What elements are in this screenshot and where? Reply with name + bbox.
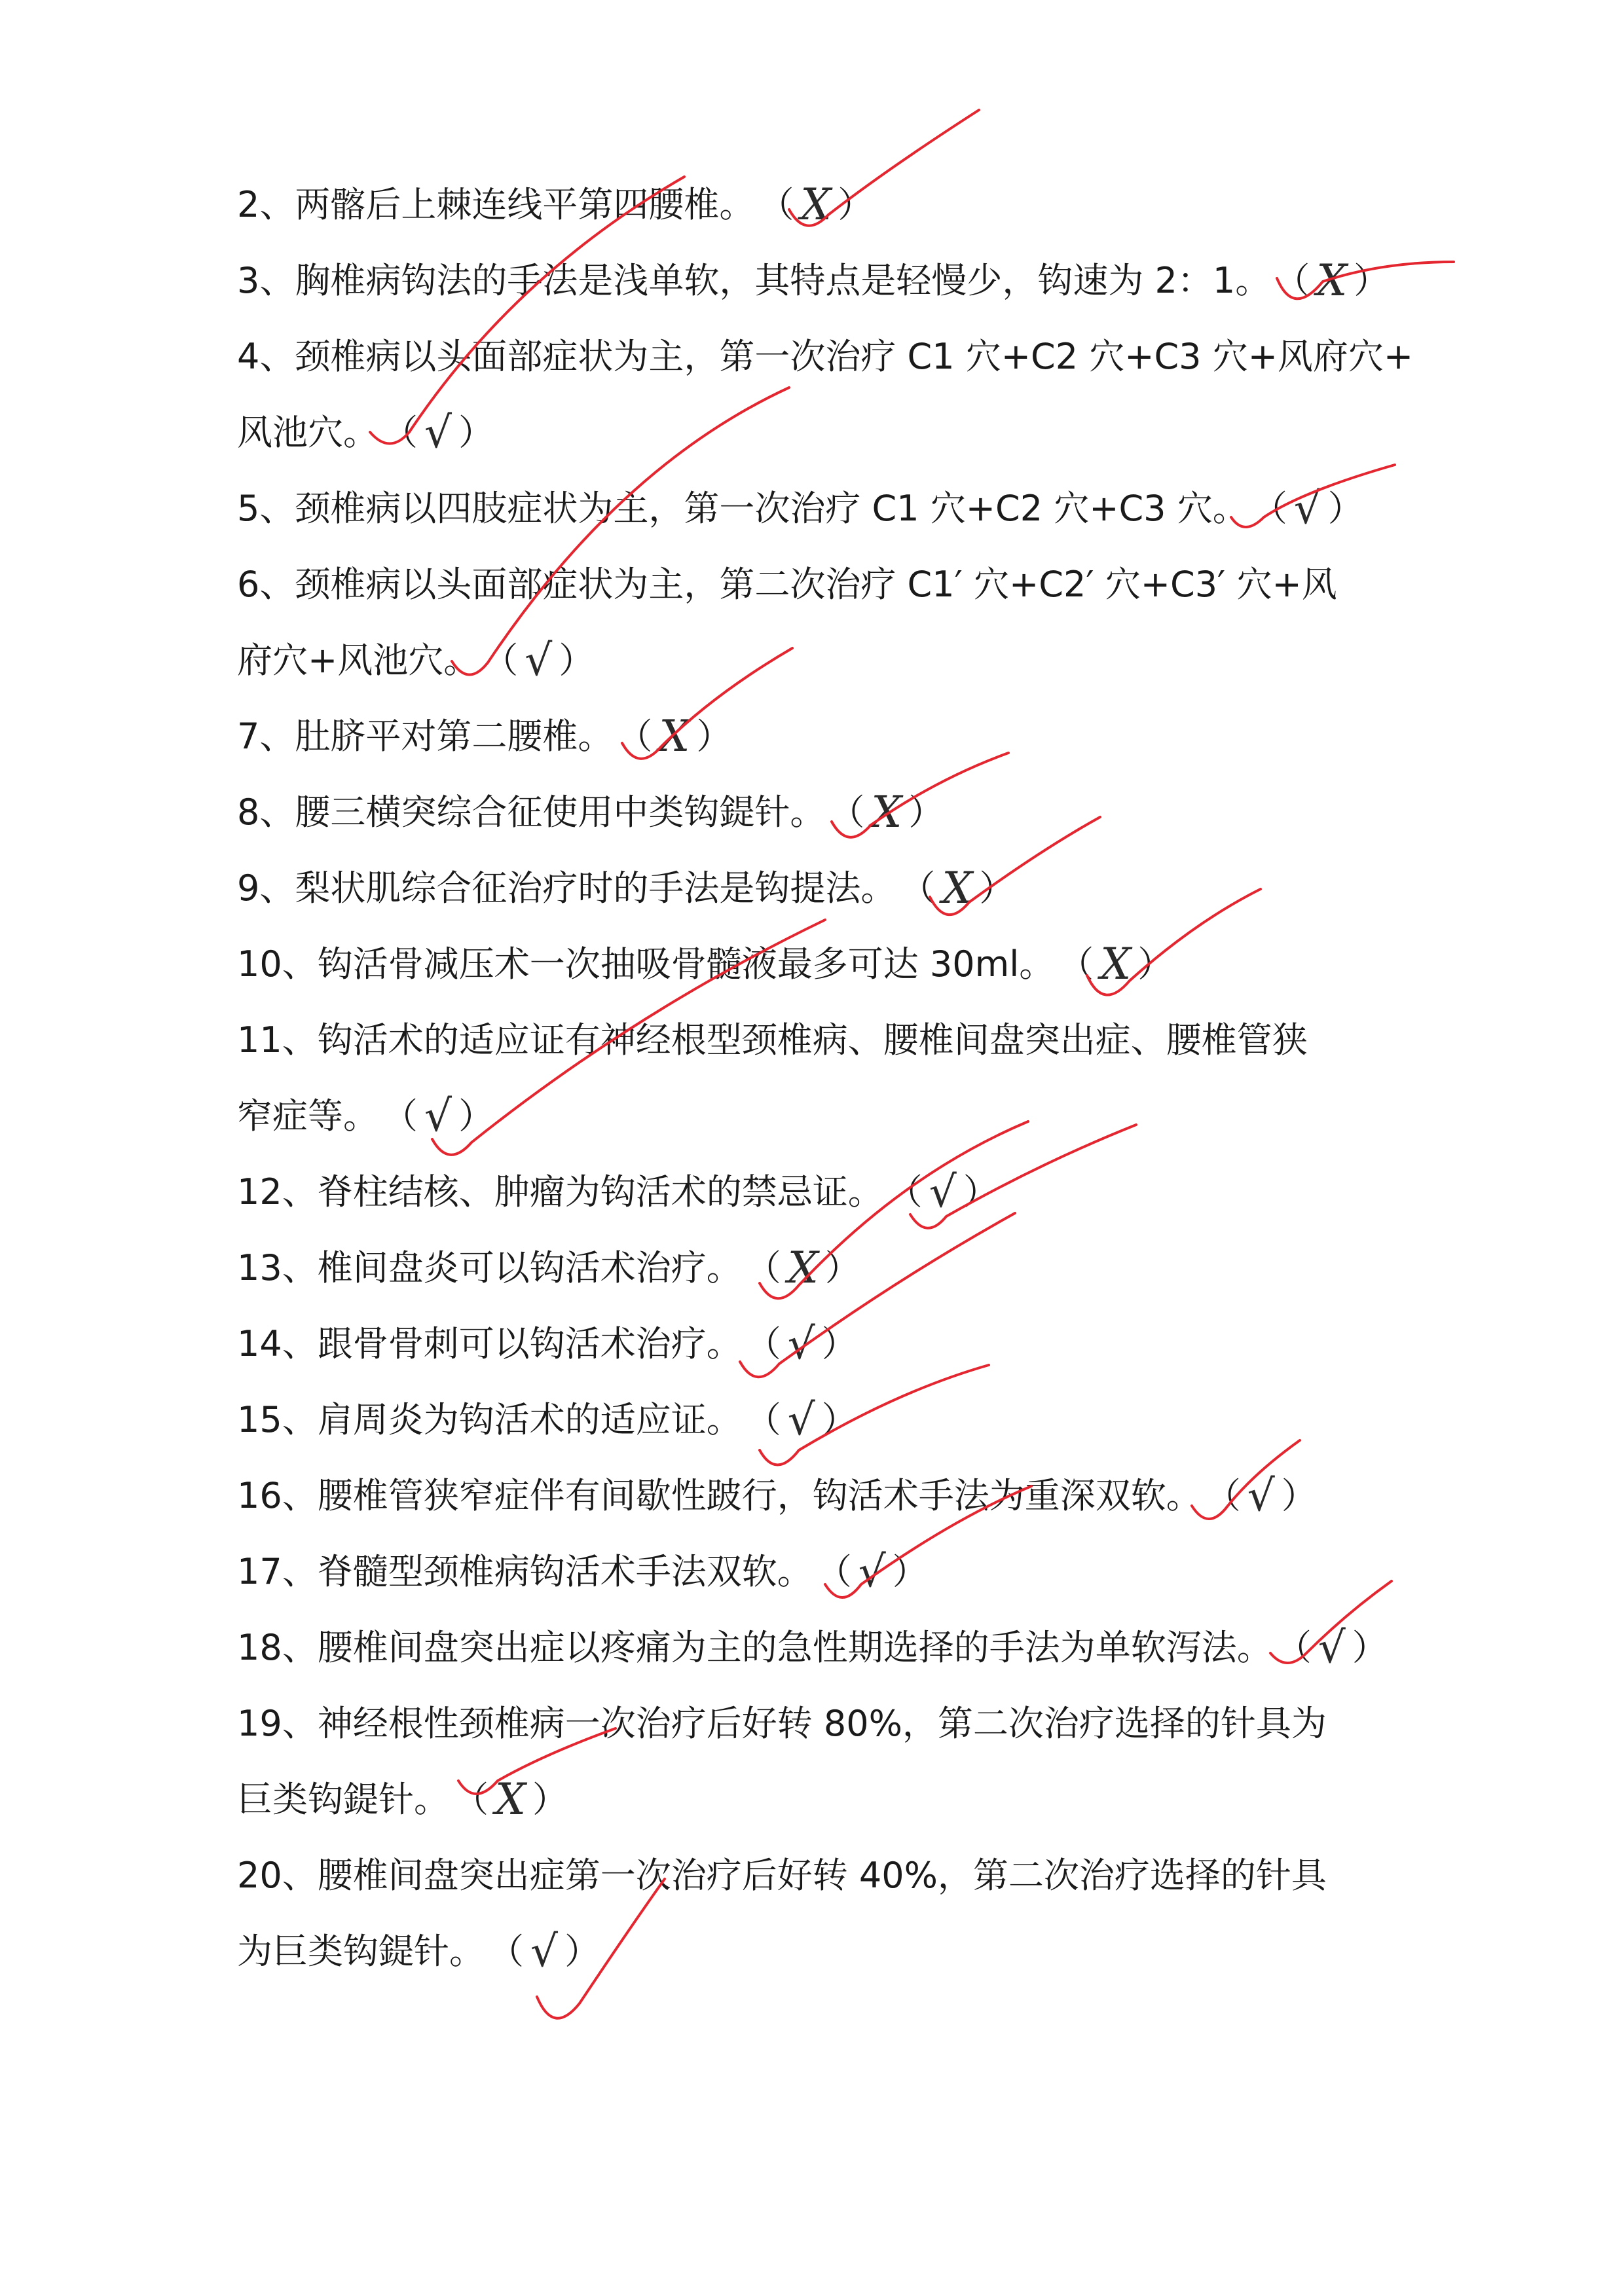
question-text: 8、腰三横突综合征使用中类钩鍉针。 xyxy=(237,792,826,833)
check-mark-icon: √ xyxy=(424,407,452,458)
question-text: 9、梨状肌综合征治疗时的手法是钩提法。 xyxy=(237,867,896,909)
answer-mark: （ √ ） xyxy=(887,1167,999,1217)
question-19 xyxy=(237,1686,1442,1838)
question-text: 18、腰椎间盘突出症以疼痛为主的急性期选择的手法为单软泻法。 xyxy=(237,1627,1272,1668)
answer-mark: （ √ ） xyxy=(1205,1470,1317,1521)
cross-mark-icon: X xyxy=(495,1774,526,1825)
answer-mark: （ X ） xyxy=(1058,939,1173,989)
question-11 xyxy=(237,1002,1442,1154)
question-text-line1: 19、神经根性颈椎病一次治疗后好转 80%，第二次治疗选择的针具为 xyxy=(237,1703,1327,1744)
question-10 xyxy=(237,926,1442,1002)
answer-mark: （ √ ） xyxy=(382,407,494,458)
check-mark-icon: √ xyxy=(1318,1622,1346,1673)
cross-mark-icon: X xyxy=(1316,255,1348,306)
answer-mark: （ √ ） xyxy=(745,1319,857,1369)
check-mark-icon: √ xyxy=(530,1926,559,1977)
answer-mark: （ X ） xyxy=(617,711,732,761)
question-5 xyxy=(237,471,1442,547)
cross-mark-icon: X xyxy=(787,1243,819,1293)
question-text: 10、钩活骨减压术一次抽吸骨髓液最多可达 30ml。 xyxy=(237,943,1055,985)
answer-mark: （ X ） xyxy=(745,1243,860,1293)
question-text-line2: 窄症等。 xyxy=(237,1095,378,1137)
check-mark-icon: √ xyxy=(929,1167,957,1217)
answer-mark: （ √ ） xyxy=(816,1546,928,1597)
question-4 xyxy=(237,319,1442,471)
question-2 xyxy=(237,167,1442,243)
question-20 xyxy=(237,1838,1442,1990)
answer-mark: （ √ ） xyxy=(1251,483,1363,534)
answer-mark: （ √ ） xyxy=(483,635,595,685)
answer-mark: （ √ ） xyxy=(745,1394,857,1445)
cross-mark-icon: X xyxy=(800,179,832,230)
cross-mark-icon: X xyxy=(1100,939,1132,989)
question-text: 2、两髂后上棘连线平第四腰椎。 xyxy=(237,184,755,225)
cross-mark-icon: X xyxy=(871,787,902,837)
question-text: 3、胸椎病钩法的手法是浅单软，其特点是轻慢少，钩速为 2：1。 xyxy=(237,260,1271,301)
question-text-line1: 6、颈椎病以头面部症状为主，第二次治疗 C1′ 穴+C2′ 穴+C3′ 穴+风 xyxy=(237,564,1337,605)
cross-mark-icon: X xyxy=(942,863,973,913)
check-mark-icon: √ xyxy=(787,1394,815,1445)
answer-mark: （ X ） xyxy=(453,1774,568,1825)
question-text-line1: 20、腰椎间盘突出症第一次治疗后好转 40%，第二次治疗选择的针具 xyxy=(237,1855,1327,1896)
question-7 xyxy=(237,699,1442,774)
question-text-line1: 4、颈椎病以头面部症状为主，第一次治疗 C1 穴+C2 穴+C3 穴+风府穴+ xyxy=(237,336,1414,377)
check-mark-icon: √ xyxy=(1293,483,1321,534)
question-9 xyxy=(237,850,1442,926)
check-mark-icon: √ xyxy=(787,1319,815,1369)
answer-mark: （ X ） xyxy=(829,787,944,837)
question-text-line2: 巨类钩鍉针。 xyxy=(237,1779,449,1820)
question-15 xyxy=(237,1382,1442,1458)
answer-mark: （ √ ） xyxy=(1276,1622,1388,1673)
question-17 xyxy=(237,1534,1442,1610)
question-text-line2: 风池穴。 xyxy=(237,412,378,453)
question-text: 7、肚脐平对第二腰椎。 xyxy=(237,716,614,757)
question-text: 16、腰椎管狭窄症伴有间歇性跛行，钩活术手法为重深双软。 xyxy=(237,1475,1202,1516)
answer-mark: （ √ ） xyxy=(382,1091,494,1141)
check-mark-icon: √ xyxy=(525,635,553,685)
answer-mark: （ X ） xyxy=(758,179,874,230)
question-text: 15、肩周炎为钩活术的适应证。 xyxy=(237,1399,742,1440)
question-text: 13、椎间盘炎可以钩活术治疗。 xyxy=(237,1247,742,1288)
check-mark-icon: √ xyxy=(858,1546,886,1597)
question-text: 5、颈椎病以四肢症状为主，第一次治疗 C1 穴+C2 穴+C3 穴。 xyxy=(237,488,1248,529)
answer-mark: （ √ ） xyxy=(489,1926,600,1977)
question-12 xyxy=(237,1154,1442,1230)
question-16 xyxy=(237,1458,1442,1534)
question-14 xyxy=(237,1306,1442,1382)
question-3 xyxy=(237,243,1442,319)
question-8 xyxy=(237,774,1442,850)
question-6 xyxy=(237,547,1442,699)
question-text-line2: 为巨类钩鍉针。 xyxy=(237,1931,485,1972)
cross-mark-icon: X xyxy=(659,711,690,761)
check-mark-icon: √ xyxy=(424,1091,452,1141)
check-mark-icon: √ xyxy=(1247,1470,1275,1521)
answer-mark: （ X ） xyxy=(1274,255,1390,306)
question-text: 17、脊髓型颈椎病钩活术手法双软。 xyxy=(237,1551,813,1592)
question-text: 14、跟骨骨刺可以钩活术治疗。 xyxy=(237,1323,742,1364)
question-text-line2: 府穴+风池穴。 xyxy=(237,640,479,681)
question-13 xyxy=(237,1230,1442,1306)
question-text: 12、脊柱结核、肿瘤为钩活术的禁忌证。 xyxy=(237,1171,883,1212)
question-18 xyxy=(237,1610,1442,1686)
answer-mark: （ X ） xyxy=(900,863,1015,913)
question-text-line1: 11、钩活术的适应证有神经根型颈椎病、腰椎间盘突出症、腰椎管狭 xyxy=(237,1019,1308,1061)
